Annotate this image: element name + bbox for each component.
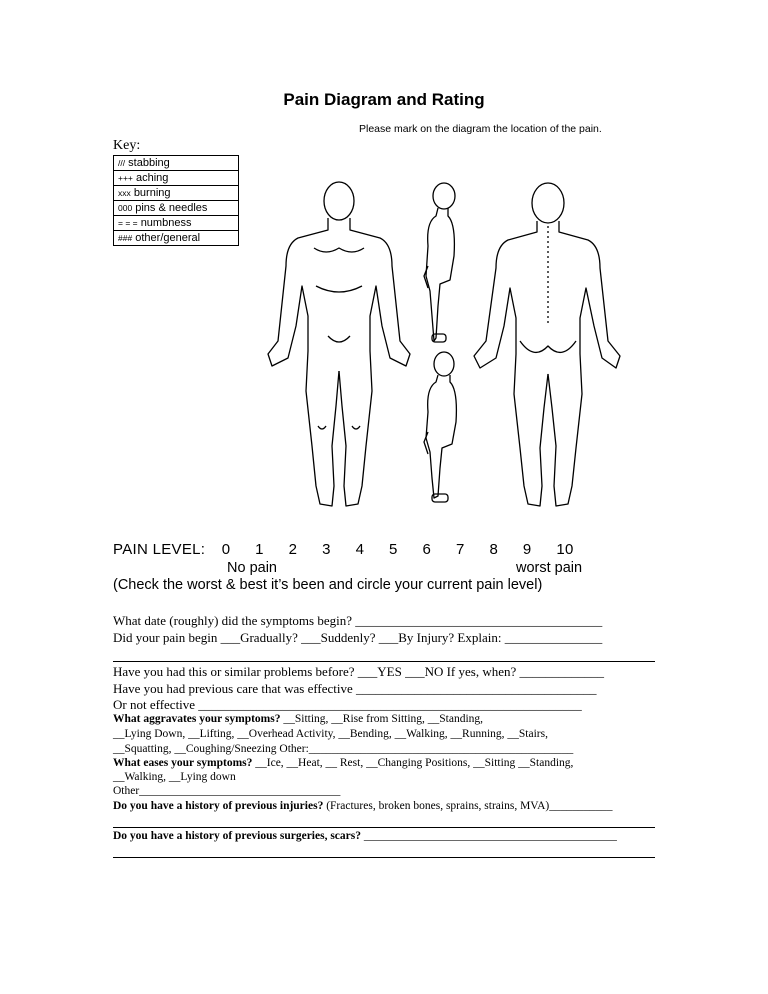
pain-scale-option[interactable]: 2 [288, 541, 298, 558]
surgeries-label: Do you have a history of previous surgeries, scars? [113, 830, 361, 842]
pain-onset-question[interactable]: Did your pain begin ___Gradually? ___Suddenly? ___By Injury? Explain: _______________ [113, 630, 603, 645]
page-title: Pain Diagram and Rating [283, 90, 485, 109]
key-symbol: xxx [118, 188, 131, 198]
key-row [114, 231, 239, 246]
key-description: stabbing [128, 157, 170, 169]
aggravates-line-1[interactable] [113, 713, 483, 725]
pain-scale-option[interactable]: 1 [255, 541, 264, 558]
key-row [114, 201, 239, 216]
pain-scale-option[interactable]: 9 [522, 541, 532, 558]
pain-scale-option[interactable]: 6 [422, 541, 432, 558]
key-label: Key: [113, 138, 141, 153]
side-body-figure-lower[interactable] [424, 352, 456, 502]
pain-level-label: PAIN LEVEL: [113, 541, 206, 558]
effective-care-question[interactable]: Have you had previous care that was effective _____________________________________ [113, 681, 597, 696]
pain-scale-option[interactable]: 4 [355, 541, 365, 558]
key-table [113, 155, 239, 246]
body-diagram[interactable] [258, 176, 638, 526]
aggravates-line-3[interactable]: __Squatting, __Coughing/Sneezing Other:______________________________________________ [113, 743, 574, 755]
worst-pain-label: worst pain [516, 560, 583, 576]
not-effective-question[interactable]: Or not effective ___________________________________________________________ [113, 697, 582, 712]
pain-level-row [113, 541, 574, 558]
injuries-question[interactable] [113, 800, 613, 812]
key-row [114, 186, 239, 201]
key-symbol: /// [118, 158, 126, 168]
key-row [114, 171, 239, 186]
injuries-detail[interactable]: (Fractures, broken bones, sprains, strains, MVA)___________ [323, 800, 613, 812]
symptom-start-question[interactable]: What date (roughly) did the symptoms begin? ______________________________________ [113, 613, 603, 628]
key-row [114, 216, 239, 231]
back-body-figure[interactable] [474, 183, 620, 506]
key-description: burning [133, 187, 171, 199]
answer-line[interactable] [113, 857, 655, 858]
pain-scale-option[interactable]: 0 [221, 541, 231, 558]
eases-other[interactable]: Other___________________________________ [113, 785, 341, 797]
pain-scale-option[interactable]: 7 [455, 541, 465, 558]
aggravates-line-2[interactable]: __Lying Down, __Lifting, __Overhead Activity, __Bending, __Walking, __Running, __Stairs, [113, 728, 548, 740]
key-symbol: = = = [118, 218, 138, 228]
key-symbol: +++ [118, 173, 133, 183]
pain-scale-option[interactable]: 8 [489, 541, 499, 558]
pain-scale-option[interactable]: 10 [556, 541, 574, 558]
key-row [114, 156, 239, 171]
answer-line[interactable] [113, 827, 655, 828]
injuries-label: Do you have a history of previous injuries? [113, 800, 324, 812]
pain-level-instruction: (Check the worst & best it’s been and circle your current pain level) [113, 577, 543, 593]
surgeries-question[interactable] [113, 830, 617, 842]
pain-scale-option[interactable]: 3 [322, 541, 331, 558]
previous-problems-question[interactable]: Have you had this or similar problems before? ___YES ___NO If yes, when? _____________ [113, 664, 605, 679]
key-description: aching [135, 172, 169, 184]
aggravates-options[interactable]: __Sitting, __Rise from Sitting, __Standing, [280, 713, 484, 725]
eases-label: What eases your symptoms? [113, 757, 253, 769]
key-symbol: 000 [118, 203, 133, 213]
eases-line-1[interactable] [113, 757, 573, 769]
eases-line-2[interactable]: __Walking, __Lying down [113, 771, 236, 783]
side-body-figure-upper[interactable] [424, 183, 455, 342]
key-description: other/general [135, 232, 201, 244]
pain-scale-option[interactable]: 5 [389, 541, 398, 558]
diagram-instruction: Please mark on the diagram the location of the pain. [359, 123, 602, 135]
key-symbol: ### [118, 233, 133, 243]
eases-options[interactable]: __Ice, __Heat, __ Rest, __Changing Positions, __Sitting __Standing, [252, 757, 574, 769]
front-body-figure[interactable] [268, 182, 410, 506]
key-description: pins & needles [135, 202, 208, 214]
answer-line[interactable] [113, 661, 655, 662]
no-pain-label: No pain [227, 560, 277, 576]
surgeries-answer[interactable]: ____________________________________________ [361, 830, 617, 842]
aggravates-label: What aggravates your symptoms? [113, 713, 281, 725]
key-description: numbness [140, 217, 192, 229]
